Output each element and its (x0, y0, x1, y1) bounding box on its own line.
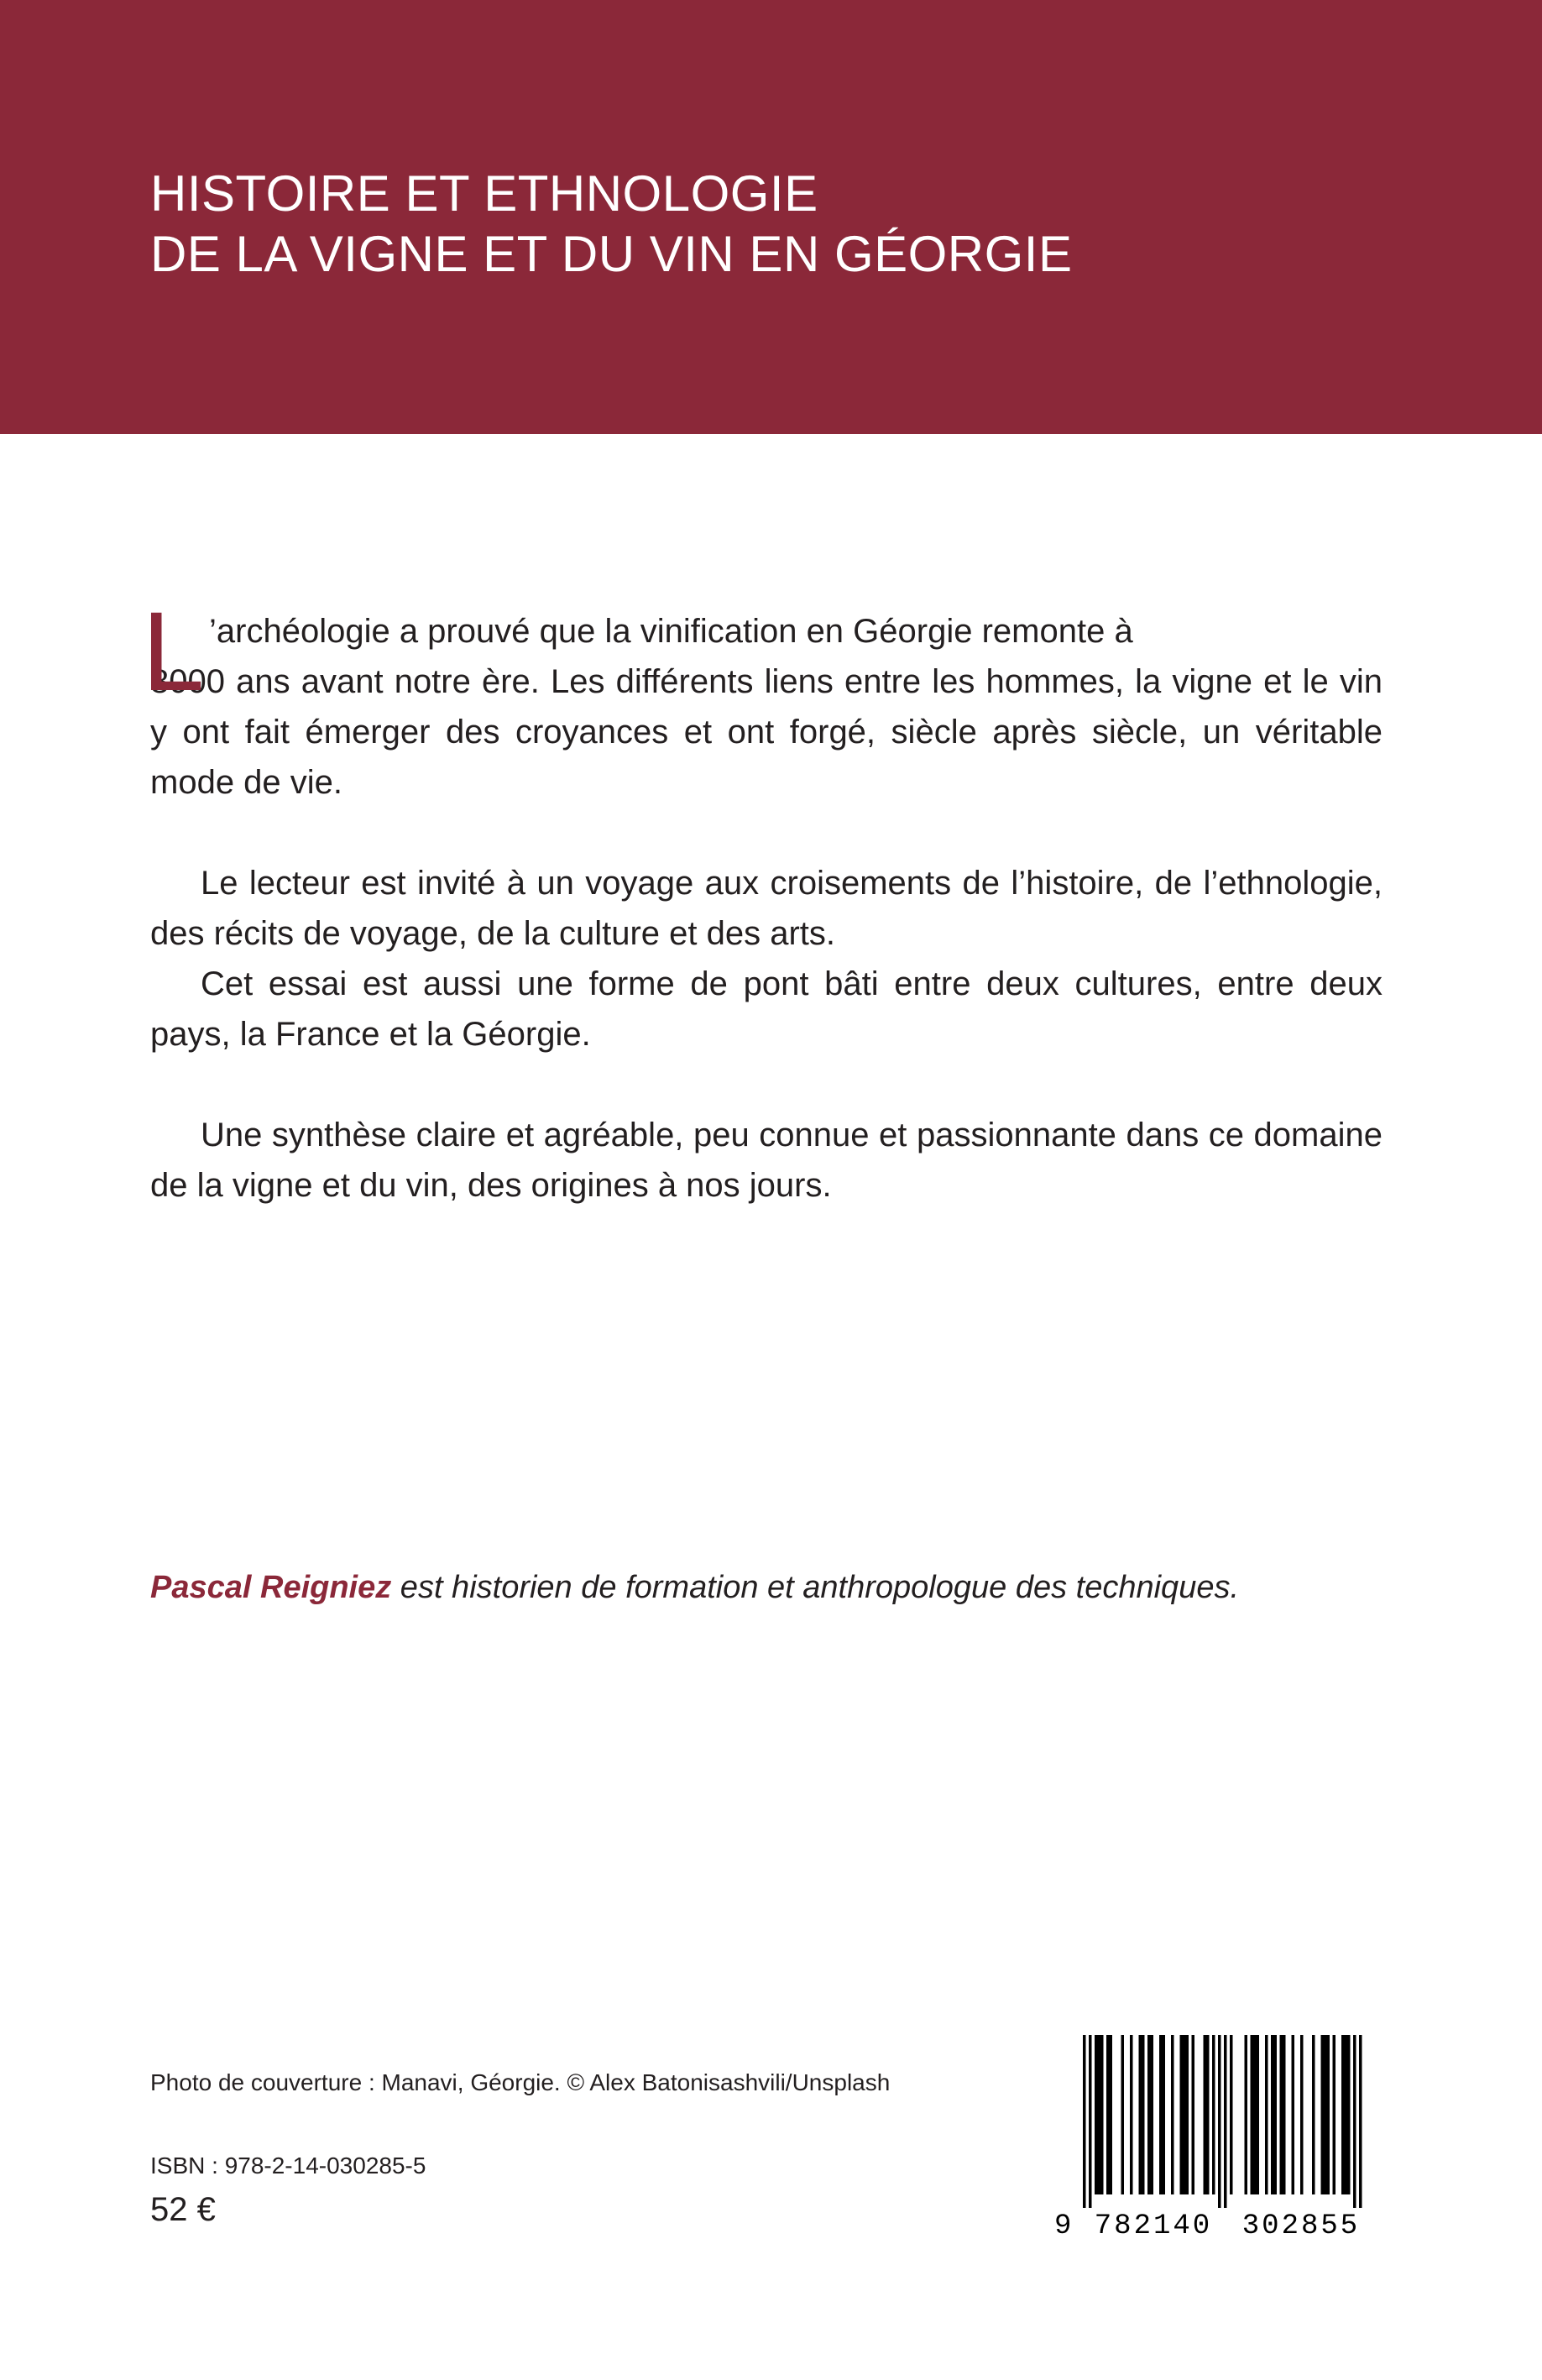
author-name: Pascal Reigniez (150, 1570, 392, 1605)
barcode-bar (1180, 2035, 1189, 2194)
barcode-bar (1224, 2035, 1227, 2208)
barcode-right-digits: 302855 (1241, 2210, 1361, 2240)
barcode-bar (1083, 2035, 1086, 2208)
author-bio: est historien de formation et anthropologue des techniques. (391, 1570, 1240, 1605)
barcode-bar (1218, 2035, 1221, 2208)
paragraph-gap (150, 1059, 1383, 1110)
barcode-bar (1192, 2035, 1195, 2194)
book-title-line-1: HISTOIRE ET ETHNOLOGIE (150, 165, 818, 222)
barcode-bar (1171, 2035, 1174, 2194)
blurb-paragraph-2: Le lecteur est invité à un voyage aux croisements de l’histoire, de l’ethnologie, des récits de voyage, de la culture et des arts. (150, 865, 1383, 952)
barcode-bar (1353, 2035, 1356, 2208)
barcode-bar (1212, 2035, 1215, 2194)
barcode-bar (1333, 2035, 1336, 2194)
barcode-bar (1292, 2035, 1295, 2194)
book-title (150, 164, 1073, 285)
barcode-first-digit: 9 (1054, 2210, 1072, 2240)
barcode-bar (1095, 2035, 1104, 2194)
blurb-paragraph-1-rest: 8000 ans avant notre ère. Les différents liens entre les hommes, la vigne et le vin y ont fait émerger des croyances et ont forgé, siècle après siècle, un véritable mode de vie. (150, 663, 1383, 801)
barcode-bar (1300, 2035, 1304, 2194)
blurb-paragraph-3: Cet essai est aussi une forme de pont bâti entre deux cultures, entre deux pays, la France et la Géorgie. (150, 965, 1383, 1053)
author-note (150, 1567, 1493, 1608)
blurb-paragraph-4: Une synthèse claire et agréable, peu connue et passionnante dans ce domaine de la vigne et du vin, des origines à nos jours. (150, 1117, 1383, 1204)
isbn: ISBN : 978-2-14-030285-5 (150, 2152, 426, 2179)
barcode-bar (1204, 2035, 1210, 2194)
barcode-bar (1341, 2035, 1351, 2194)
barcode-bar (1359, 2035, 1362, 2208)
barcode-bar (1147, 2035, 1153, 2194)
barcode-bar (1230, 2035, 1233, 2194)
book-title-line-2: DE LA VIGNE ET DU VIN EN GÉORGIE (150, 226, 1073, 282)
barcode-bar (1265, 2035, 1268, 2194)
barcode-bar (1130, 2035, 1133, 2194)
barcode-bar (1271, 2035, 1277, 2194)
barcode-bar (1280, 2035, 1286, 2194)
barcode-bar (1106, 2035, 1112, 2194)
barcode (1049, 2033, 1393, 2240)
paragraph-gap (150, 808, 1383, 858)
barcode-bar (1121, 2035, 1125, 2194)
barcode-bar (1159, 2035, 1165, 2194)
drop-cap: L (142, 589, 205, 714)
blurb-paragraph-1-first-line: ’archéologie a prouvé que la vinification en Géorgie remonte à (209, 613, 1133, 650)
barcode-bar (1139, 2035, 1145, 2194)
blurb-paragraph-1 (142, 589, 1383, 808)
barcode-bar (1321, 2035, 1330, 2194)
back-cover-blurb (142, 589, 1383, 1211)
price: 52 € (150, 2191, 216, 2228)
barcode-left-digits: 782140 (1094, 2210, 1213, 2240)
barcode-bar (1312, 2035, 1315, 2194)
barcode-bar (1251, 2035, 1260, 2194)
header-band (0, 0, 1542, 434)
barcode-bar (1245, 2035, 1248, 2194)
barcode-graphic (1049, 2033, 1393, 2240)
photo-credit: Photo de couverture : Manavi, Géorgie. © Alex Batonisashvili/Unsplash (150, 2069, 891, 2095)
barcode-bar (1089, 2035, 1092, 2208)
